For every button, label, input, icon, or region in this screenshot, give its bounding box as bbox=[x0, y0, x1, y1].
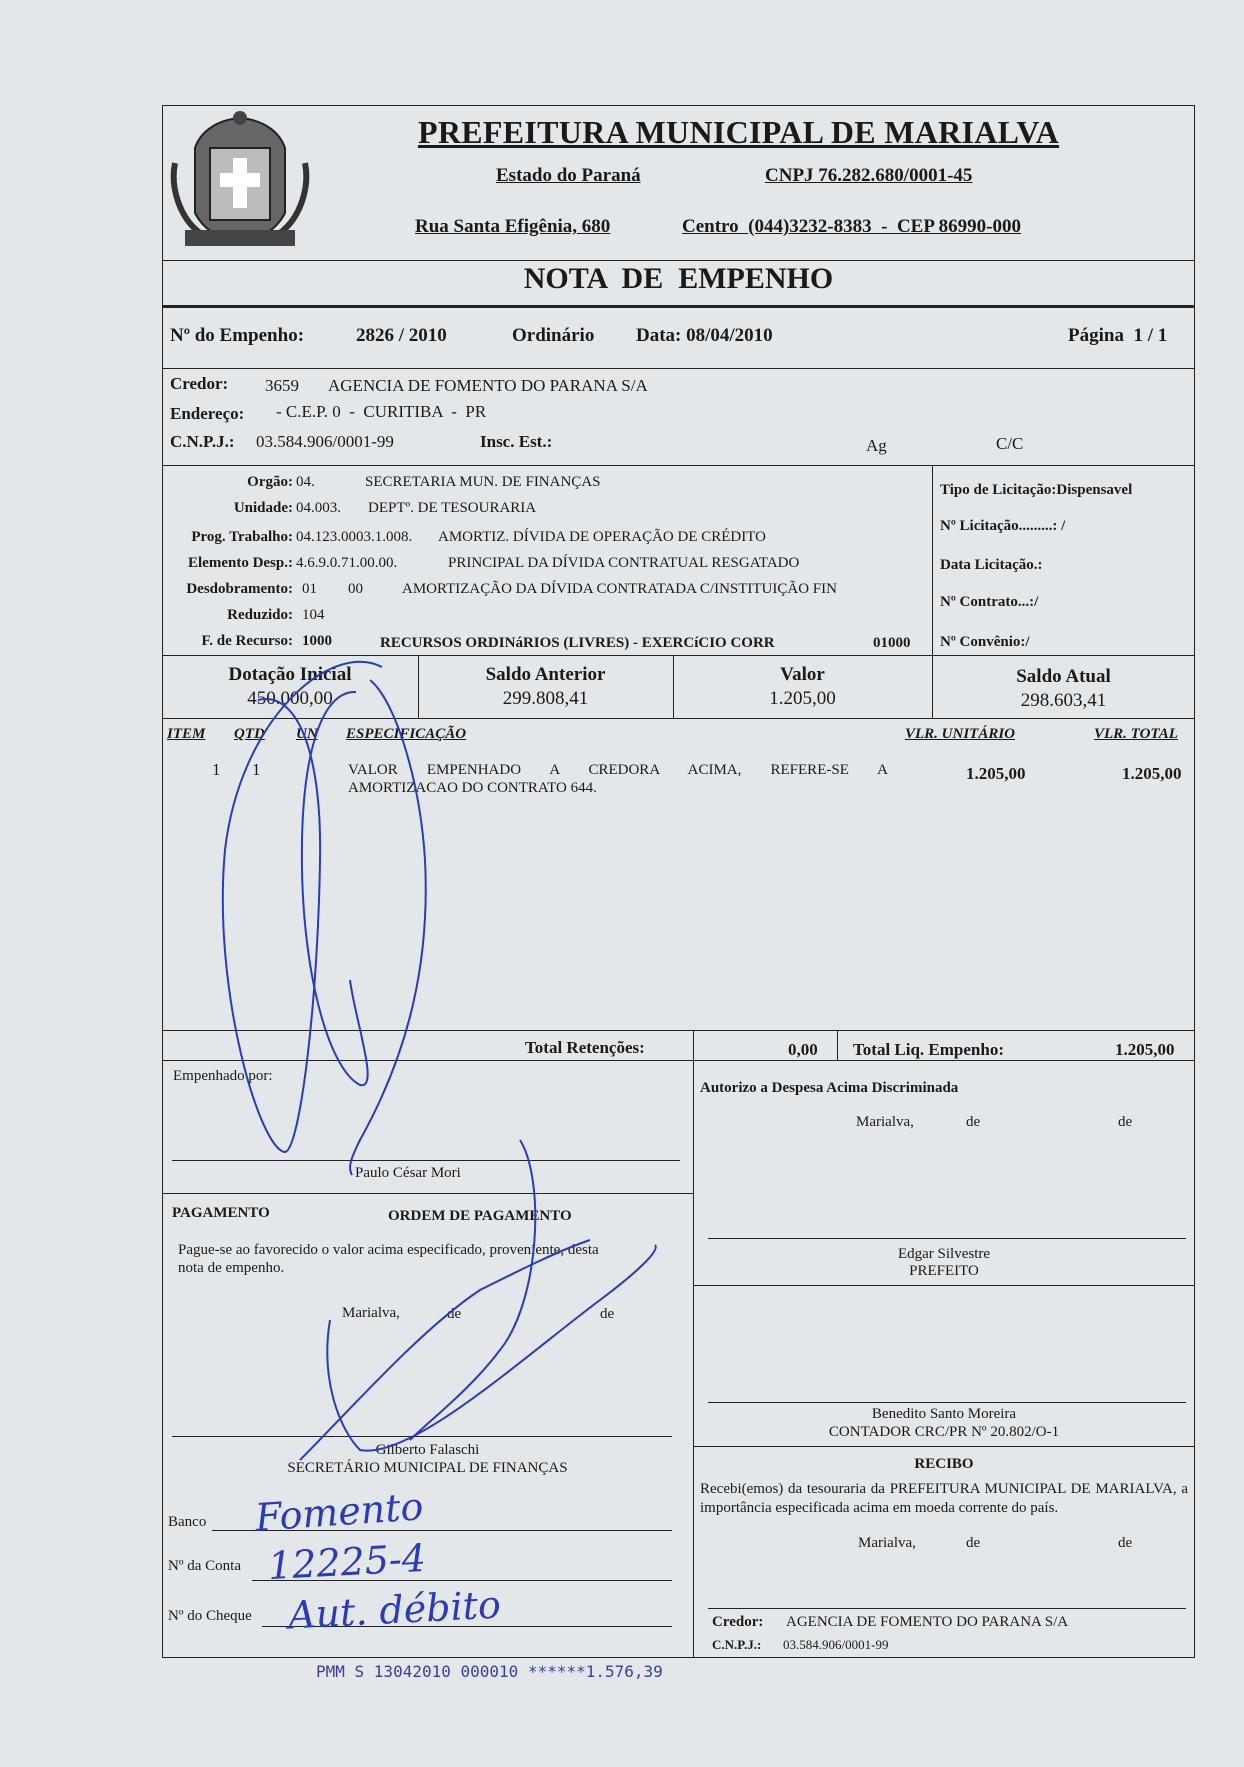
address-label: Endereço: bbox=[170, 404, 245, 423]
doc-title: NOTA DE EMPENHO bbox=[523, 262, 834, 295]
cnpj-value: 03.584.906/0001-99 bbox=[256, 432, 394, 451]
recibo-de-2: de bbox=[1118, 1535, 1133, 1551]
secretario-name: Gilberto Falaschi bbox=[375, 1442, 480, 1458]
cnpj-label: C.N.P.J.: bbox=[170, 432, 235, 451]
prog-code: 04.123.0003.1.008. bbox=[296, 529, 413, 545]
prefeito-title: PREFEITO bbox=[909, 1263, 979, 1279]
numero-contrato: Nº Contrato...:/ bbox=[940, 594, 1039, 610]
address-value: - C.E.P. 0 - CURITIBA - PR bbox=[276, 402, 487, 421]
data-licitacao: Data Licitação.: bbox=[940, 557, 1043, 573]
saldo-atual-value: 298.603,41 bbox=[1020, 690, 1107, 711]
recibo-credor-name: AGENCIA DE FOMENTO DO PARANA S/A bbox=[786, 1614, 1069, 1630]
recibo-cnpj-value: 03.584.906/0001-99 bbox=[783, 1637, 889, 1652]
recibo-title: RECIBO bbox=[914, 1456, 974, 1472]
empenhado-name: Paulo César Mori bbox=[355, 1165, 461, 1181]
valor-value: 1.205,00 bbox=[769, 688, 836, 709]
empenho-number: 2826 / 2010 bbox=[356, 325, 447, 346]
banco-handwritten: Fomento bbox=[253, 1484, 425, 1540]
header-state: Estado do Paraná bbox=[496, 165, 641, 186]
banco-label: Banco bbox=[168, 1514, 207, 1530]
header-cnpj: CNPJ 76.282.680/0001-45 bbox=[765, 165, 973, 186]
pagamento-text-2: nota de empenho. bbox=[178, 1260, 285, 1276]
pagamento-de-1: de bbox=[447, 1306, 462, 1322]
recibo-credor-label: Credor: bbox=[712, 1614, 764, 1630]
recibo-place: Marialva, bbox=[858, 1535, 916, 1551]
row-item: 1 bbox=[212, 760, 221, 779]
reduzido-label: Reduzido: bbox=[227, 607, 293, 623]
empenho-label: Nº do Empenho: bbox=[170, 325, 305, 346]
total-retencoes-label: Total Retenções: bbox=[525, 1038, 645, 1057]
payment-stamp: PMM S 13042010 000010 ******1.576,39 bbox=[316, 1662, 663, 1681]
recurso-name: RECURSOS ORDINáRIOS (LIVRES) - EXERCíCIO CORR bbox=[380, 635, 775, 651]
desdobramento-a: 01 bbox=[302, 581, 317, 597]
saldo-anterior-value: 299.808,41 bbox=[502, 688, 589, 709]
numero-convenio: Nº Convênio:/ bbox=[940, 634, 1030, 650]
col-especificacao: ESPECIFICAÇÃO bbox=[346, 726, 467, 742]
total-retencoes-value: 0,00 bbox=[788, 1040, 818, 1059]
conta-handwritten: 12225-4 bbox=[266, 1535, 427, 1589]
page-number: Página 1 / 1 bbox=[1068, 325, 1168, 346]
pagamento-de-2: de bbox=[600, 1306, 615, 1322]
numero-licitacao: Nº Licitação.........: / bbox=[940, 518, 1066, 534]
reduzido-value: 104 bbox=[302, 607, 325, 623]
ordem-pagamento: ORDEM DE PAGAMENTO bbox=[388, 1208, 572, 1224]
col-qtd: QTD bbox=[234, 726, 265, 742]
header-street: Rua Santa Efigênia, 680 bbox=[415, 216, 611, 237]
prog-name: AMORTIZ. DÍVIDA DE OPERAÇÃO DE CRÉDITO bbox=[438, 529, 766, 545]
recibo-text: Recebi(emos) da tesouraria da PREFEITURA MUNICIPAL DE MARIALVA, a importância especificada acima em moeda corrente do país. bbox=[700, 1481, 1188, 1516]
coat-of-arms-emblem bbox=[165, 108, 315, 256]
credor-label: Credor: bbox=[170, 374, 229, 393]
autorizo-de-1: de bbox=[966, 1114, 981, 1130]
autorizo-text: Autorizo a Despesa Acima Discriminada bbox=[700, 1080, 959, 1096]
total-liquido-value: 1.205,00 bbox=[1115, 1040, 1175, 1059]
empenho-type: Ordinário bbox=[512, 325, 595, 346]
prog-label: Prog. Trabalho: bbox=[191, 529, 293, 545]
elemento-label: Elemento Desp.: bbox=[188, 555, 293, 571]
pagamento-label: PAGAMENTO bbox=[172, 1205, 270, 1221]
col-valor-unitario: VLR. UNITÁRIO bbox=[905, 726, 1016, 742]
pagamento-place: Marialva, bbox=[342, 1305, 400, 1321]
tipo-licitacao: Tipo de Licitação:Dispensavel bbox=[940, 482, 1133, 498]
elemento-name: PRINCIPAL DA DÍVIDA CONTRATUAL RESGATADO bbox=[448, 555, 800, 571]
empenhado-label: Empenhado por: bbox=[173, 1068, 273, 1084]
row-especificacao-line2: AMORTIZACAO DO CONTRATO 644. bbox=[348, 780, 597, 796]
row-valor-total: 1.205,00 bbox=[1122, 764, 1182, 783]
dotacao-value: 450.000,00 bbox=[247, 688, 333, 709]
unidade-name: DEPTº. DE TESOURARIA bbox=[368, 500, 537, 516]
col-item: ITEM bbox=[167, 726, 206, 742]
ag-label: Ag bbox=[866, 436, 887, 455]
valor-label: Valor bbox=[780, 664, 825, 685]
col-valor-total: VLR. TOTAL bbox=[1094, 726, 1178, 742]
header-title: PREFEITURA MUNICIPAL DE MARIALVA bbox=[418, 114, 1060, 150]
contador-title: CONTADOR CRC/PR Nº 20.802/O-1 bbox=[828, 1424, 1060, 1440]
conta-label: Nº da Conta bbox=[168, 1558, 241, 1574]
col-un: UN bbox=[296, 726, 318, 742]
cheque-handwritten: Aut. débito bbox=[286, 1582, 502, 1638]
recurso-code: 1000 bbox=[302, 633, 332, 649]
recibo-de-1: de bbox=[966, 1535, 981, 1551]
row-valor-unitario: 1.205,00 bbox=[966, 764, 1026, 783]
desdobramento-name: AMORTIZAÇÃO DA DÍVIDA CONTRATADA C/INSTITUIÇÃO FIN bbox=[402, 581, 837, 597]
prefeito-name: Edgar Silvestre bbox=[897, 1246, 991, 1262]
empenho-date: Data: 08/04/2010 bbox=[636, 325, 773, 346]
desdobramento-label: Desdobramento: bbox=[186, 581, 293, 597]
saldo-atual-label: Saldo Atual bbox=[1016, 666, 1111, 687]
credor-name: AGENCIA DE FOMENTO DO PARANA S/A bbox=[328, 376, 648, 395]
dotacao-label: Dotação Inicial bbox=[228, 664, 352, 685]
cheque-label: Nº do Cheque bbox=[168, 1608, 252, 1624]
elemento-code: 4.6.9.0.71.00.00. bbox=[296, 555, 398, 571]
row-qtd: 1 bbox=[252, 760, 261, 779]
unidade-code: 04.003. bbox=[296, 500, 341, 516]
saldo-anterior-label: Saldo Anterior bbox=[485, 664, 606, 685]
orgao-label: Orgão: bbox=[247, 474, 293, 490]
autorizo-de-2: de bbox=[1118, 1114, 1133, 1130]
total-liquido-label: Total Liq. Empenho: bbox=[853, 1040, 1004, 1059]
contador-name: Benedito Santo Moreira bbox=[871, 1406, 1017, 1422]
orgao-code: 04. bbox=[296, 474, 315, 490]
orgao-name: SECRETARIA MUN. DE FINANÇAS bbox=[365, 474, 601, 490]
recibo-cnpj-label: C.N.P.J.: bbox=[712, 1637, 762, 1652]
recurso-number: 01000 bbox=[873, 635, 911, 651]
insc-label: Insc. Est.: bbox=[480, 432, 553, 451]
unidade-label: Unidade: bbox=[233, 500, 293, 516]
credor-code: 3659 bbox=[265, 376, 299, 395]
cc-label: C/C bbox=[996, 434, 1024, 453]
secretario-title: SECRETÁRIO MUNICIPAL DE FINANÇAS bbox=[287, 1460, 568, 1476]
recurso-label: F. de Recurso: bbox=[201, 633, 293, 649]
pagamento-text-1: Pague-se ao favorecido o valor acima especificado, proveniente, desta bbox=[178, 1242, 599, 1258]
autorizo-place: Marialva, bbox=[856, 1114, 914, 1130]
desdobramento-b: 00 bbox=[348, 581, 363, 597]
header-contact: Centro (044)3232-8383 - CEP 86990-000 bbox=[682, 216, 1021, 237]
row-especificacao-line1: VALOR EMPENHADO A CREDORA ACIMA, REFERE-SE A bbox=[348, 762, 888, 778]
